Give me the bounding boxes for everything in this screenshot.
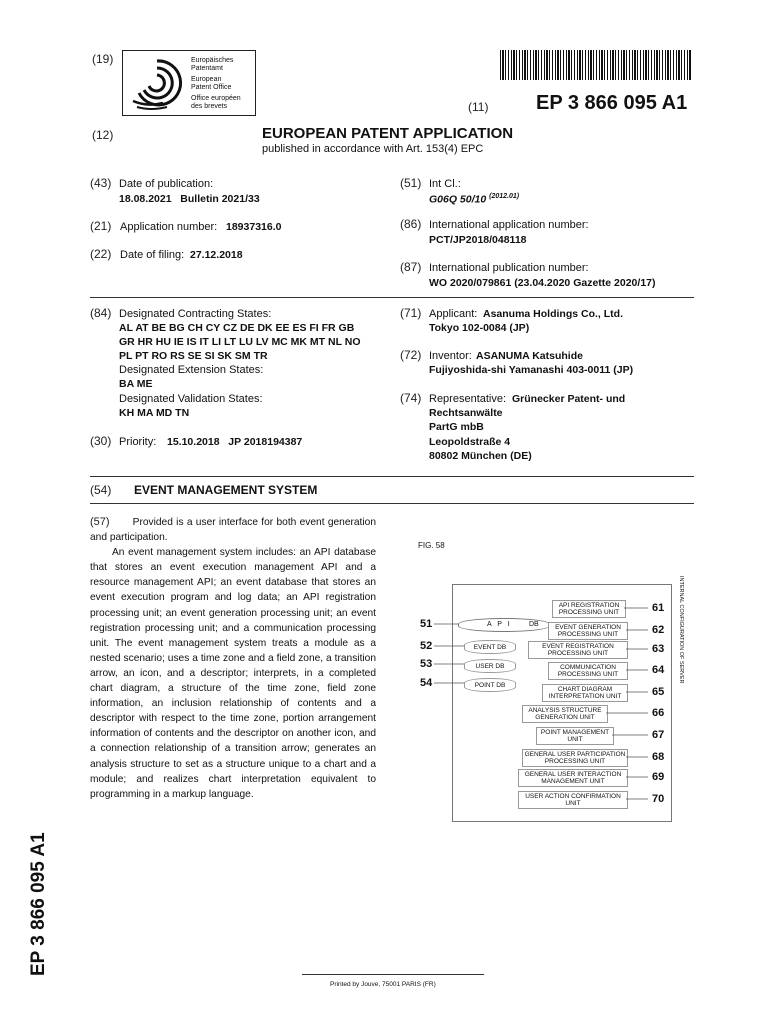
states-line-3: PL PT RO RS SE SI SK SM TR bbox=[119, 350, 268, 362]
representative-line-5: 80802 München (DE) bbox=[429, 450, 532, 462]
code-30: (30) bbox=[90, 434, 112, 448]
code-74: (74) bbox=[400, 391, 422, 405]
intl-app-label: International application number: bbox=[429, 219, 589, 231]
side-publication-number: EP 3 866 095 A1 bbox=[28, 832, 49, 976]
point-db: POINT DB bbox=[464, 678, 516, 692]
pub-date-value: 18.08.2021 Bulletin 2021/33 bbox=[119, 193, 260, 205]
unit-62: EVENT GENERATION PROCESSING UNIT bbox=[548, 622, 628, 640]
int-cl-version: (2012.01) bbox=[489, 193, 520, 200]
app-number-value: 18937316.0 bbox=[226, 221, 282, 233]
intl-app-value: PCT/JP2018/048118 bbox=[429, 234, 527, 246]
office-name-fr-1: Office européen bbox=[191, 95, 241, 102]
barcode bbox=[500, 50, 692, 80]
representative-label: Representative: bbox=[429, 393, 507, 405]
code-57: (57) bbox=[90, 516, 110, 528]
code-87: (87) bbox=[400, 260, 422, 274]
applicant-city: Tokyo 102-0084 (JP) bbox=[429, 322, 530, 334]
figure-caption: FIG. 58 bbox=[418, 541, 445, 550]
db-num-51: 51 bbox=[420, 618, 433, 630]
intl-pub-label: International publication number: bbox=[429, 262, 589, 274]
applicant-label: Applicant: bbox=[429, 308, 478, 320]
applicant-value: Asanuma Holdings Co., Ltd. bbox=[483, 308, 624, 320]
inventor-city: Fujiyoshida-shi Yamanashi 403-0011 (JP) bbox=[429, 364, 634, 376]
valid-states-value: KH MA MD TN bbox=[119, 407, 190, 419]
footer-rule bbox=[302, 974, 484, 975]
priority-label: Priority: bbox=[119, 436, 157, 448]
ext-states-label: Designated Extension States: bbox=[119, 364, 264, 376]
states-label: Designated Contracting States: bbox=[119, 308, 272, 320]
office-name-de-1: Europäisches bbox=[191, 57, 234, 64]
figure-58 bbox=[412, 560, 686, 828]
db-num-52: 52 bbox=[420, 640, 433, 652]
office-name-fr-2: des brevets bbox=[191, 103, 228, 110]
unit-68: GENERAL USER PARTICIPATION PROCESSING UNIT bbox=[522, 749, 628, 767]
publication-number: EP 3 866 095 A1 bbox=[536, 92, 688, 114]
unit-67: POINT MANAGEMENT UNIT bbox=[536, 727, 614, 745]
epo-logo-icon bbox=[127, 53, 187, 113]
states-line-2: GR HR HU IE IS IT LI LT LU LV MC MK MT NL NO bbox=[119, 336, 361, 348]
office-name-en-1: European bbox=[191, 76, 222, 83]
unit-65: CHART DIAGRAM INTERPRETATION UNIT bbox=[542, 684, 628, 702]
epo-logo bbox=[122, 50, 256, 116]
code-19: (19) bbox=[92, 52, 114, 66]
unit-num-64: 64 bbox=[652, 664, 665, 676]
unit-64: COMMUNICATION PROCESSING UNIT bbox=[548, 662, 628, 680]
states-line-1: AL AT BE BG CH CY CZ DE DK EE ES FI FR GB bbox=[119, 322, 355, 334]
int-cl-value: G06Q 50/10 $^{(2012.01)}$ bbox=[429, 193, 520, 206]
api-db-api-label: A P I bbox=[487, 621, 512, 628]
unit-num-65: 65 bbox=[652, 686, 665, 698]
divider-top bbox=[90, 297, 694, 298]
code-12: (12) bbox=[92, 128, 114, 142]
abstract-text-1: Provided is a user interface for both event generation and participation. bbox=[90, 517, 376, 544]
user-db: USER DB bbox=[464, 659, 516, 673]
unit-63: EVENT REGISTRATION PROCESSING UNIT bbox=[528, 641, 628, 659]
document-title: EUROPEAN PATENT APPLICATION bbox=[262, 125, 514, 142]
unit-61: API REGISTRATION PROCESSING UNIT bbox=[552, 600, 626, 618]
unit-num-69: 69 bbox=[652, 771, 665, 783]
server-side-label: INTERNAL CONFIGURATION OF SERVER bbox=[678, 576, 684, 684]
unit-70: USER ACTION CONFIRMATION UNIT bbox=[518, 791, 628, 809]
inventor-value: ASANUMA Katsuhide bbox=[476, 350, 583, 362]
code-43: (43) bbox=[90, 176, 112, 190]
api-db-db-label: DB bbox=[529, 621, 539, 628]
office-name-de-2: Patentamt bbox=[191, 65, 223, 72]
leader-lines bbox=[412, 560, 686, 828]
representative-line-2: Rechtsanwälte bbox=[429, 407, 503, 419]
valid-states-label: Designated Validation States: bbox=[119, 393, 263, 405]
code-72: (72) bbox=[400, 348, 422, 362]
db-num-53: 53 bbox=[420, 658, 433, 670]
filing-date-label: Date of filing: bbox=[120, 249, 185, 261]
intl-pub-value: WO 2020/079861 (23.04.2020 Gazette 2020/17) bbox=[429, 277, 656, 289]
office-name-en-2: Patent Office bbox=[191, 84, 232, 91]
abstract-para-1 bbox=[90, 515, 376, 545]
unit-num-63: 63 bbox=[652, 643, 665, 655]
app-number-label: Application number: bbox=[120, 221, 218, 233]
db-num-54: 54 bbox=[420, 677, 433, 689]
code-21: (21) bbox=[90, 219, 112, 233]
unit-num-62: 62 bbox=[652, 624, 665, 636]
abstract-para-2: An event management system includes: an API database that stores an event execution management API and a resource management API; an event database that stores an event execution program and log data; an API registration processing unit; an event generation processing unit; an event registration processing unit; and a communication processing unit. The event management system treats a module as a nested scenario; uses a time zone and a field zone, a transition arrow, an icon, and a descriptor; interprets, in a completed chart diagram, a structure of the time zone, field zone information, an inclusion relationship of contents and a descriptor with respect to the time zone, portion arrangement information of contents and the descriptor on another icon, and a connection relationship of a transition arrow; generates an analysis structure to set as a structure unique to a chart and a module; and realizes chart interpretation equivalent to programming in a markup language. bbox=[90, 547, 376, 800]
invention-title: EVENT MANAGEMENT SYSTEM bbox=[134, 483, 318, 497]
unit-69: GENERAL USER INTERACTION MANAGEMENT UNIT bbox=[518, 769, 628, 787]
code-84: (84) bbox=[90, 306, 112, 320]
unit-num-66: 66 bbox=[652, 707, 665, 719]
code-86: (86) bbox=[400, 217, 422, 231]
code-54: (54) bbox=[90, 483, 112, 497]
divider-title-top bbox=[90, 476, 694, 477]
representative-line-4: Leopoldstraße 4 bbox=[429, 436, 511, 448]
code-22: (22) bbox=[90, 247, 112, 261]
divider-title-bottom bbox=[90, 503, 694, 504]
ext-states-value: BA ME bbox=[119, 378, 153, 390]
event-db: EVENT DB bbox=[464, 640, 516, 654]
unit-num-68: 68 bbox=[652, 751, 665, 763]
representative-line-1: Grünecker Patent- und bbox=[512, 393, 626, 405]
code-11: (11) bbox=[468, 100, 489, 114]
footer-printer: Printed by Jouve, 75001 PARIS (FR) bbox=[330, 981, 436, 988]
code-51: (51) bbox=[400, 176, 422, 190]
unit-num-67: 67 bbox=[652, 729, 665, 741]
inventor-label: Inventor: bbox=[429, 350, 472, 362]
unit-num-70: 70 bbox=[652, 793, 665, 805]
representative-line-3: PartG mbB bbox=[429, 421, 484, 433]
int-cl-label: Int Cl.: bbox=[429, 178, 461, 190]
document-subtitle: published in accordance with Art. 153(4) EPC bbox=[262, 143, 484, 155]
unit-66: ANALYSIS STRUCTURE GENERATION UNIT bbox=[522, 705, 608, 723]
unit-num-61: 61 bbox=[652, 602, 665, 614]
filing-date-value: 27.12.2018 bbox=[190, 249, 243, 261]
priority-value: 15.10.2018 JP 2018194387 bbox=[167, 436, 303, 448]
abstract bbox=[90, 515, 376, 802]
code-71: (71) bbox=[400, 306, 422, 320]
pub-date-label: Date of publication: bbox=[119, 178, 214, 190]
